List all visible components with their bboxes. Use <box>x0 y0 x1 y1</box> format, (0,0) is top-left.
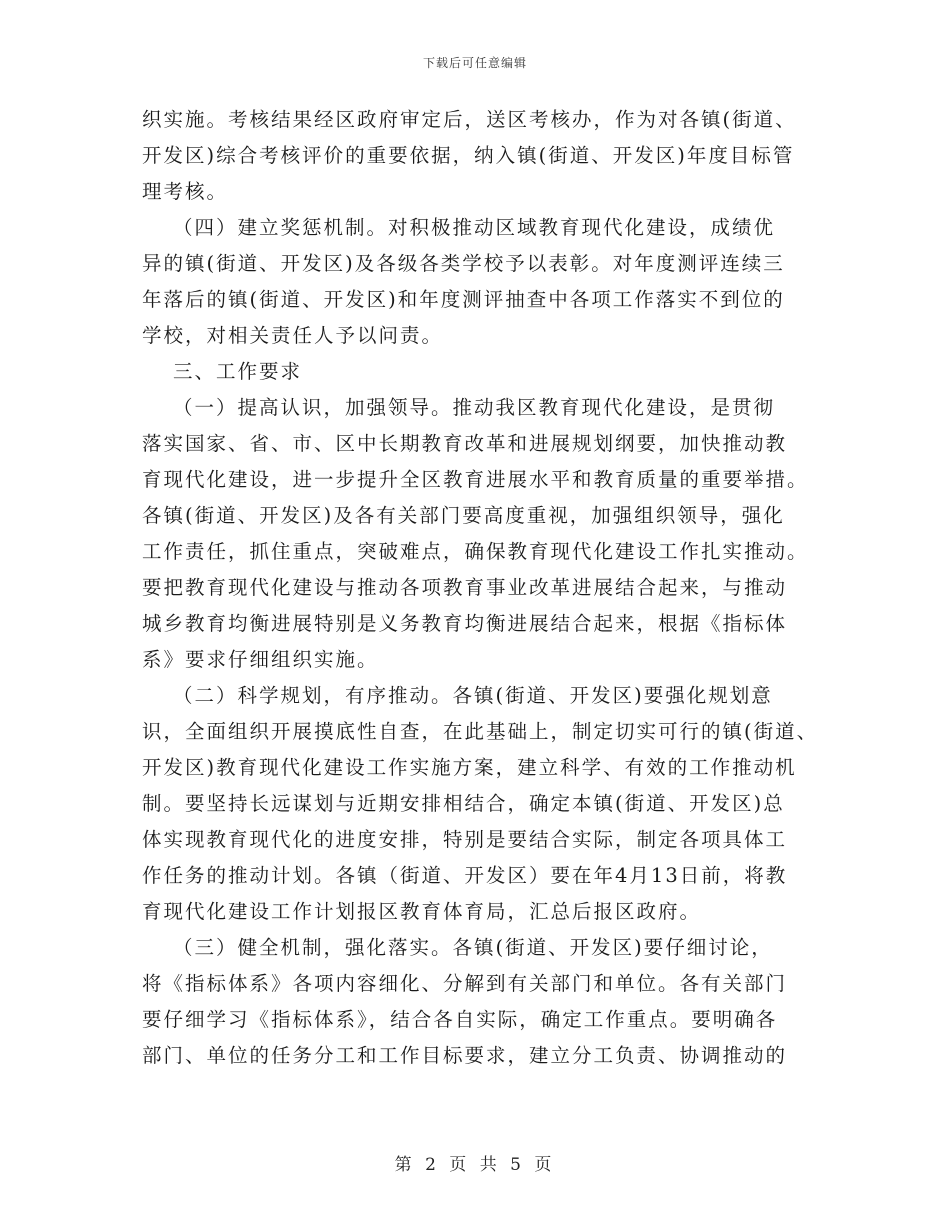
text-line: 开发区)综合考核评价的重要依据，纳入镇(街道、开发区)年度目标管 <box>142 144 795 167</box>
document-body <box>142 102 832 1074</box>
text-line: 落实国家、省、市、区中长期教育改革和进展规划纲要，加快推动教 <box>142 432 788 455</box>
text-line: 育现代化建设工作计划报区教育体育局，汇总后报区政府。 <box>142 900 702 923</box>
paragraph-start: （二）科学规划，有序推动。各镇(街道、开发区)要强化规划意 <box>173 684 773 707</box>
paragraph-start: （四）建立奖惩机制。对积极推动区域教育现代化建设，成绩优 <box>173 216 776 239</box>
text-line: 体实现教育现代化的进度安排，特别是要结合实际，制定各项具体工 <box>142 828 788 851</box>
section-heading: 三、工作要求 <box>173 360 303 383</box>
text-line: 系》要求仔细组织实施。 <box>142 648 379 671</box>
text-line: 理考核。 <box>142 180 229 203</box>
text-line: 工作责任，抓住重点，突破难点，确保教育现代化建设工作扎实推动。 <box>142 540 809 563</box>
text-line: 开发区)教育现代化建设工作实施方案，建立科学、有效的工作推动机 <box>142 756 797 779</box>
paragraph-start: （三）健全机制，强化落实。各镇(街道、开发区)要仔细讨论， <box>173 936 773 959</box>
text-line: 制。要坚持长远谋划与近期安排相结合，确定本镇(街道、开发区)总 <box>142 792 785 815</box>
page-header: 下载后可任意编辑 <box>422 56 527 70</box>
text-line: 要仔细学习《指标体系》，结合各自实际，确定工作重点。要明确各 <box>142 1008 778 1031</box>
page-number: 第 2 页 共 5 页 <box>394 1155 556 1175</box>
text-line: 识，全面组织开展摸底性自查，在此基础上，制定切实可行的镇(街道、 <box>142 720 819 743</box>
text-line: 各镇(街道、开发区)及各有关部门要高度重视，加强组织领导，强化 <box>142 504 785 527</box>
text-line: 年落后的镇(街道、开发区)和年度测评抽查中各项工作落实不到位的 <box>142 288 785 311</box>
text-line: 学校，对相关责任人予以问责。 <box>142 324 444 347</box>
text-line: 要把教育现代化建设与推动各项教育事业改革进展结合起来，与推动 <box>142 576 788 599</box>
text-line: 城乡教育均衡进展特别是义务教育均衡进展结合起来，根据《指标体 <box>142 612 788 635</box>
text-line: 育现代化建设，进一步提升全区教育进展水平和教育质量的重要举措。 <box>142 468 809 491</box>
paragraph-start: （一）提高认识，加强领导。推动我区教育现代化建设，是贯彻 <box>173 396 776 419</box>
text-line: 部门、单位的任务分工和工作目标要求，建立分工负责、协调推动的 <box>142 1044 788 1067</box>
text-line: 作任务的推动计划。各镇（街道、开发区）要在年4月13日前，将教 <box>142 864 788 887</box>
text-line: 将《指标体系》各项内容细化、分解到有关部门和单位。各有关部门 <box>142 972 788 995</box>
text-line: 织实施。考核结果经区政府审定后，送区考核办，作为对各镇(街道、 <box>142 108 797 131</box>
text-line: 异的镇(街道、开发区)及各级各类学校予以表彰。对年度测评连续三 <box>142 252 785 275</box>
